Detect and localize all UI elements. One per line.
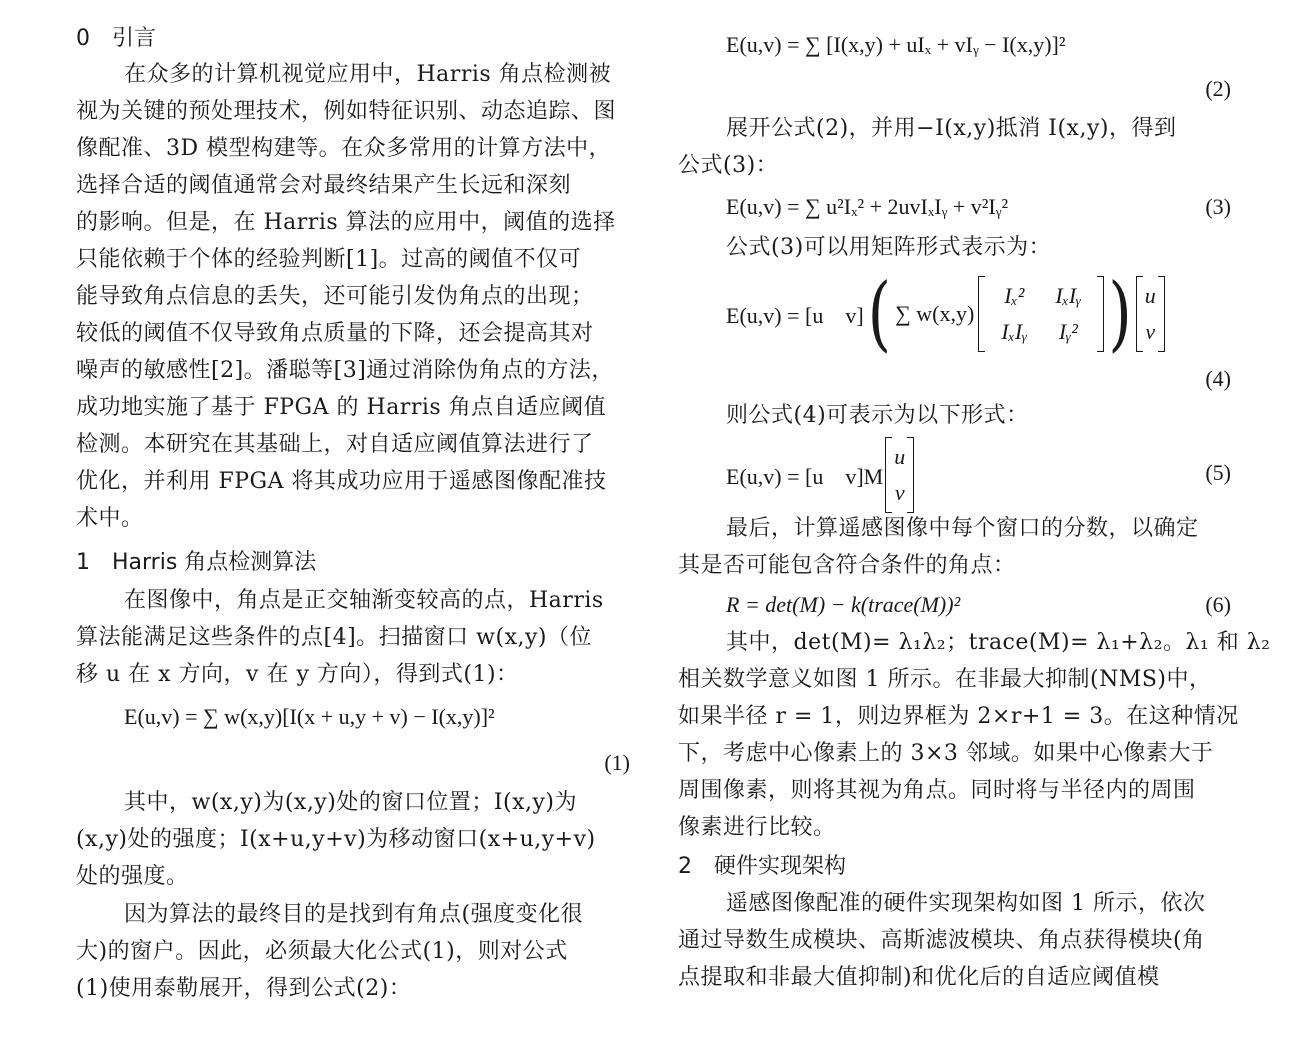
paragraph-line: 相关数学意义如图 1 所示。在非最大抑制(NMS)中， — [678, 667, 1212, 692]
paragraph-line: 移 u 在 x 方向，v 在 y 方向），得到式(1)： — [76, 662, 519, 687]
eq5-v2: v — [894, 480, 905, 505]
equation-5 — [726, 440, 1231, 510]
equation-number-6: (6) — [1205, 592, 1231, 617]
paragraph-line: 遥感图像配准的硬件实现架构如图 1 所示，依次 — [726, 891, 1206, 916]
equation-number-3: (3) — [1205, 194, 1231, 219]
section-heading-0: 0 引言 — [76, 26, 156, 51]
eq4-sum: ∑ w(x,y) — [895, 301, 975, 326]
equation-1: E(u,v) = ∑ w(x,y)[I(x + u,y + v) − I(x,y)]² — [124, 704, 495, 729]
equation-number-1: (1) — [604, 750, 630, 775]
intro-line: 优化，并利用 FPGA 将其成功应用于遥感图像配准技 — [76, 469, 607, 494]
intro-line: 噪声的敏感性[2]。潘聪等[3]通过消除伪角点的方法， — [76, 358, 614, 383]
left-paren: ( — [867, 266, 892, 362]
paragraph-line: 因为算法的最终目的是找到有角点(强度变化很 — [124, 902, 584, 927]
equation-number-5: (5) — [1205, 460, 1231, 485]
intro-line: 视为关键的预处理技术，例如特征识别、动态追踪、图 — [76, 99, 617, 124]
section-heading-1: 1 Harris 角点检测算法 — [76, 550, 317, 575]
paragraph-line: (x,y)处的强度；I(x+u,y+v)为移动窗口(x+u,y+v) — [76, 827, 596, 852]
intro-line: 检测。本研究在其基础上，对自适应阈值算法进行了 — [76, 432, 594, 457]
paragraph-line: 通过导数生成模块、高斯滤波模块、角点获得模块(角 — [678, 928, 1205, 953]
paragraph-line: 在图像中，角点是正交轴渐变较高的点，Harris — [124, 588, 604, 613]
equation-3: E(u,v) = ∑ u²Iₓ² + 2uvIₓIᵧ + v²Iᵧ² — [726, 194, 1009, 219]
eq4-v1: u — [1144, 283, 1156, 308]
eq4-vector — [1136, 276, 1165, 352]
paragraph-line: 点提取和非最大值抑制)和优化后的自适应阈值模 — [678, 965, 1160, 990]
intro-line: 只能依赖于个体的经验判断[1]。过高的阈值不仅可 — [76, 247, 582, 272]
paragraph-line: 则公式(4)可表示为以下形式： — [726, 403, 1029, 428]
intro-line: 的影响。但是，在 Harris 算法的应用中，阈值的选择 — [76, 210, 616, 235]
equation-2: E(u,v) = ∑ [I(x,y) + uIₓ + vIᵧ − I(x,y)]² — [726, 32, 1066, 57]
paragraph-line: 下，考虑中心像素上的 3×3 邻域。如果中心像素大于 — [678, 741, 1214, 766]
intro-line: 能导致角点信息的丢失，还可能引发伪角点的出现； — [76, 284, 594, 309]
intro-line: 选择合适的阈值通常会对最终结果产生长远和深刻 — [76, 173, 572, 198]
eq5-lhs: E(u,v) = [u v]M — [726, 463, 884, 489]
paragraph-line: 公式(3)可以用矩阵形式表示为： — [726, 235, 1052, 260]
equation-number-4: (4) — [1205, 366, 1231, 391]
paragraph-line: 其中，det(M)= λ₁λ₂；trace(M)= λ₁+λ₂。λ₁ 和 λ₂ — [726, 630, 1271, 655]
intro-line: 像配准、3D 模型构建等。在众多常用的计算方法中， — [76, 136, 612, 161]
paragraph-line: 最后，计算遥感图像中每个窗口的分数，以确定 — [726, 516, 1199, 541]
intro-line: 术中。 — [76, 506, 144, 531]
paragraph-line: 周围像素，则将其视为角点。同时将与半径内的周围 — [678, 778, 1196, 803]
eq5-vector — [885, 437, 914, 513]
eq4-v2: v — [1145, 319, 1156, 344]
paragraph-line: 其中，w(x,y)为(x,y)处的窗口位置；I(x,y)为 — [124, 790, 578, 815]
eq4-m22: Iᵧ² — [1058, 319, 1078, 344]
paragraph-line: 像素进行比较。 — [678, 815, 836, 840]
paragraph-line: 公式(3)： — [678, 153, 779, 178]
intro-line: 成功地实施了基于 FPGA 的 Harris 角点自适应阈值 — [76, 395, 607, 420]
paragraph-line: 算法能满足这些条件的点[4]。扫描窗口 w(x,y)（位 — [76, 625, 592, 650]
right-paren: ) — [1108, 266, 1132, 362]
equation-6: R = det(M) − k(trace(M))² — [726, 592, 961, 617]
eq4-lhs: E(u,v) = [u v] — [726, 302, 864, 328]
paragraph-line: 处的强度。 — [76, 864, 189, 889]
eq5-v1: u — [894, 444, 906, 469]
section-heading-2: 2 硬件实现架构 — [678, 854, 846, 879]
paragraph-line: 展开公式(2)，并用−I(x,y)抵消 I(x,y)，得到 — [726, 116, 1177, 141]
equation-4 — [726, 266, 1231, 362]
paragraph-line: 大)的窗户。因此，必须最大化公式(1)，则对公式 — [76, 939, 568, 964]
intro-line: 较低的阈值不仅导致角点质量的下降，还会提高其对 — [76, 321, 594, 346]
eq4-m21: IₓIᵧ — [1001, 319, 1028, 344]
intro-line: 在众多的计算机视觉应用中，Harris 角点检测被 — [124, 62, 612, 87]
eq4-matrix — [978, 276, 1104, 352]
paragraph-line: (1)使用泰勒展开，得到公式(2)： — [76, 976, 412, 1001]
eq4-m12: IₓIᵧ — [1055, 283, 1082, 308]
paragraph-line: 如果半径 r = 1，则边界框为 2×r+1 = 3。在这种情况 — [678, 704, 1239, 729]
paragraph-line: 其是否可能包含符合条件的角点： — [678, 553, 1016, 578]
equation-number-2: (2) — [1205, 76, 1231, 101]
eq4-m11: Iₓ² — [1004, 283, 1025, 308]
